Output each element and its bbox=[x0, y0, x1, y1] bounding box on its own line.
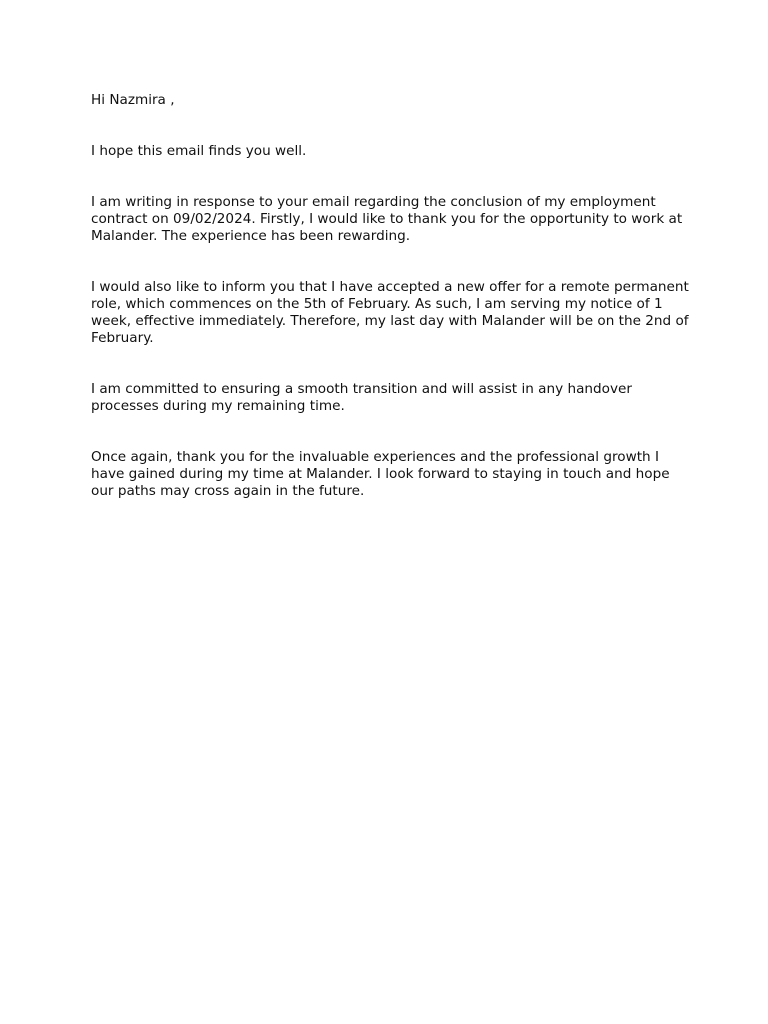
letter-body bbox=[91, 92, 691, 534]
paragraph-notice: I would also like to inform you that I have accepted a new offer for a remote permanent role, which commences on the 5th of February. As such, I am serving my notice of 1 week, effective immediately. Therefore, my last day with Malander will be on the 2nd of February. bbox=[91, 279, 689, 346]
paragraph-response: I am writing in response to your email regarding the conclusion of my employment contract on 09/02/2024. Firstly, I would like to thank you for the opportunity to work at Malander. The experience has been rewarding. bbox=[91, 194, 683, 244]
paragraph-intro: I hope this email finds you well. bbox=[91, 143, 307, 159]
greeting: Hi Nazmira , bbox=[91, 92, 175, 108]
paragraph-transition: I am committed to ensuring a smooth transition and will assist in any handover processes during my remaining time. bbox=[91, 381, 632, 414]
paragraph-closing: Once again, thank you for the invaluable experiences and the professional growth I have gained during my time at Malander. I look forward to staying in touch and hope our paths may cross again in the future. bbox=[91, 449, 670, 499]
